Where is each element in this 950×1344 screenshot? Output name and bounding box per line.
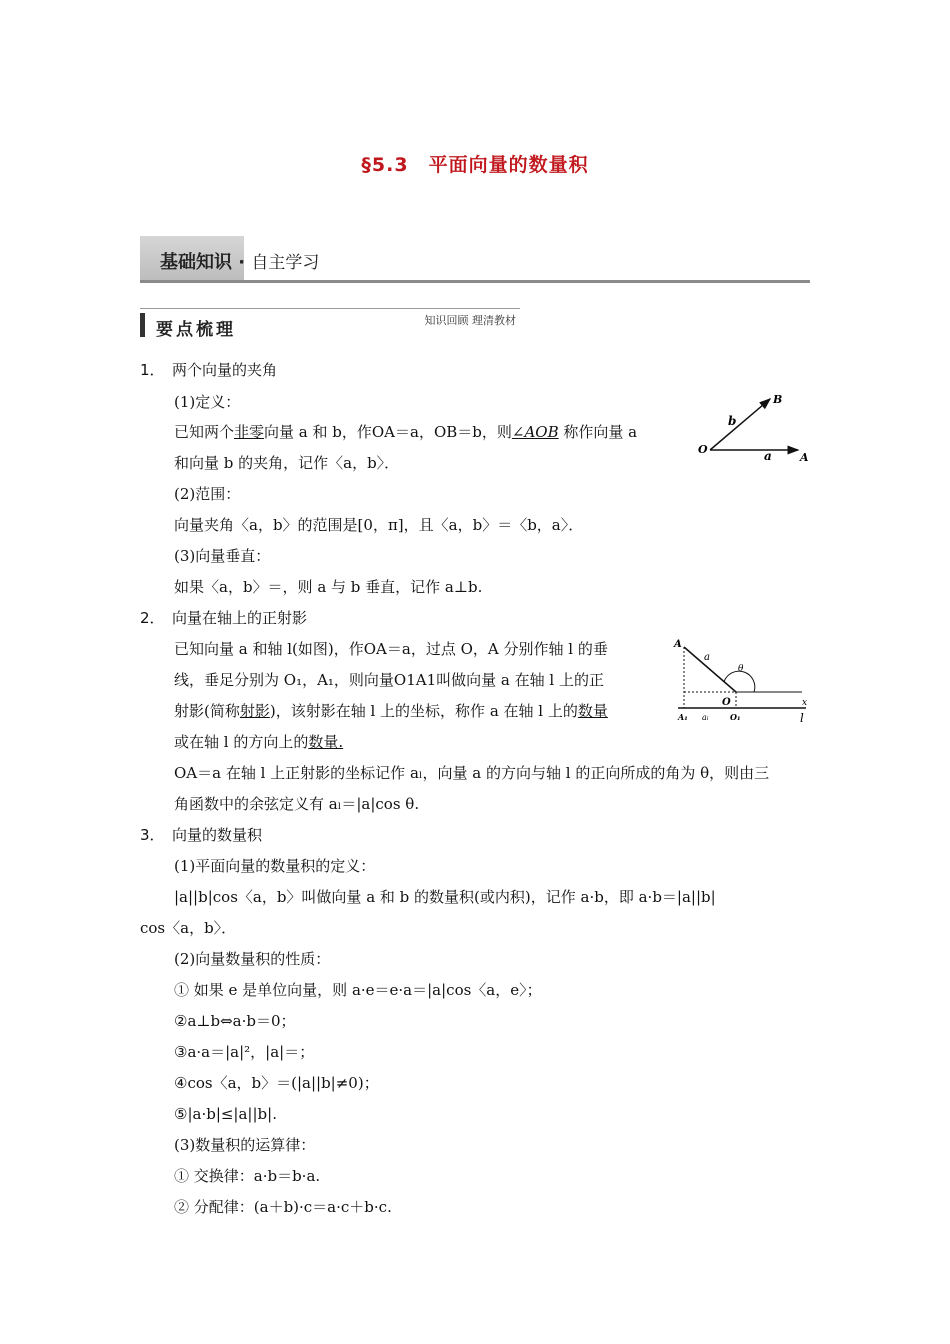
- subsection-header: [140, 308, 520, 339]
- text-span: )，该射影在轴 l 上的坐标，称作 a 在轴 l 上的: [269, 702, 578, 720]
- label-A: A: [800, 451, 809, 464]
- text-line: 如果〈a，b〉＝，则 a 与 b 垂直，记作 a⊥b.: [174, 578, 483, 596]
- subsection-title: 要点梳理: [156, 320, 236, 340]
- text-span: 射影(简称: [174, 702, 240, 720]
- text-line: (3)向量垂直：: [174, 547, 271, 565]
- text-line: cos〈a，b〉．: [140, 919, 237, 937]
- label-l: l: [800, 711, 804, 725]
- text-line: ③a·a＝|a|²，|a|＝；: [174, 1043, 315, 1061]
- text-line: (1)平面向量的数量积的定义：: [174, 857, 376, 875]
- heading-3: 3． 向量的数量积: [140, 826, 263, 844]
- text-line: ②a⊥b⇔a·b＝0；: [174, 1012, 296, 1030]
- band-dot: ·: [238, 252, 246, 273]
- text-line: ④cos〈a，b〉＝(|a||b|≠0)；: [174, 1074, 379, 1092]
- text-span: 或在轴 l 的方向上的: [174, 733, 309, 751]
- text-line: 和向量 b 的夹角，记作〈a，b〉．: [174, 454, 400, 472]
- text-line: ⑤|a·b|≤|a||b|.: [174, 1105, 277, 1123]
- band-sub: 自主学习: [251, 253, 320, 273]
- theta-arc: [724, 671, 755, 692]
- text-line: 向量夹角〈a，b〉的范围是[0，π]，且〈a，b〉＝〈b，a〉．: [174, 516, 584, 534]
- text-line: |a||b|cos〈a，b〉叫做向量 a 和 b 的数量积(或内积)，记作 a·b，即 a·b＝|a||b|: [174, 888, 716, 906]
- section-band: [140, 236, 810, 283]
- subsection-note: 知识回顾 理清教材: [424, 314, 516, 327]
- label-al: aₗ: [702, 713, 709, 722]
- text-line: OA＝a 在轴 l 上正射影的坐标记作 aₗ，向量 a 的方向与轴 l 的正向所成的角为 θ，则由三: [174, 764, 770, 782]
- text-span: 已知两个: [174, 423, 235, 441]
- text-line: (1)定义：: [174, 393, 241, 411]
- text-line: 角函数中的余弦定义有 aₗ＝|a|cos θ.: [174, 795, 420, 813]
- heading-2: 2． 向量在轴上的正射影: [140, 609, 308, 627]
- text-line: (2)向量数量积的性质：: [174, 950, 331, 968]
- label-b: b: [728, 414, 737, 428]
- text-line: (3)数量积的运算律：: [174, 1136, 316, 1154]
- text-line: [174, 701, 608, 721]
- label-theta: θ: [738, 664, 744, 674]
- label-O1: O₁: [730, 712, 741, 722]
- text-line: ① 交换律：a·b＝b·a.: [174, 1167, 321, 1185]
- text-line: [174, 732, 343, 752]
- underlined-term: 射影: [239, 702, 270, 720]
- underlined-term: 数量.: [308, 733, 344, 751]
- label-O: O: [722, 697, 731, 708]
- heading-1: 1． 两个向量的夹角: [140, 361, 278, 379]
- label-a: a: [764, 449, 772, 463]
- label-a: a: [704, 652, 710, 663]
- band-main: 基础知识: [160, 252, 232, 273]
- label-B: B: [773, 393, 783, 406]
- label-A: A: [674, 639, 682, 650]
- text-line: [174, 422, 637, 442]
- text-span: 向量 a 和 b，作OA＝a，OB＝b，则: [264, 423, 512, 441]
- band-heading: [160, 248, 319, 274]
- text-span: 称作向量 a: [558, 423, 638, 441]
- vector-a-line: [684, 647, 736, 692]
- page-title: §5.3 平面向量的数量积: [361, 154, 589, 176]
- label-O: O: [698, 443, 708, 456]
- angle-figure: [690, 385, 820, 475]
- underlined-term: ∠AOB: [511, 423, 559, 441]
- text-line: 已知向量 a 和轴 l(如图)，作OA＝a，过点 O，A 分别作轴 l 的垂: [174, 640, 608, 658]
- subsection-bar: [140, 313, 145, 337]
- underlined-term: 非零: [234, 423, 265, 441]
- text-line: ② 分配律：(a＋b)·c＝a·c＋b·c.: [174, 1198, 392, 1216]
- underlined-term: 数量: [577, 702, 608, 720]
- text-line: (2)范围：: [174, 485, 241, 503]
- label-A1: A₁: [678, 712, 688, 722]
- text-line: ① 如果 e 是单位向量，则 a·e＝e·a＝|a|cos〈a，e〉；: [174, 981, 542, 999]
- projection-figure: [668, 633, 814, 729]
- text-line: 线，垂足分别为 O₁，A₁，则向量O1A1叫做向量 a 在轴 l 上的正: [174, 671, 604, 689]
- vector-b-arrow: [710, 399, 770, 450]
- label-x: x: [802, 698, 808, 708]
